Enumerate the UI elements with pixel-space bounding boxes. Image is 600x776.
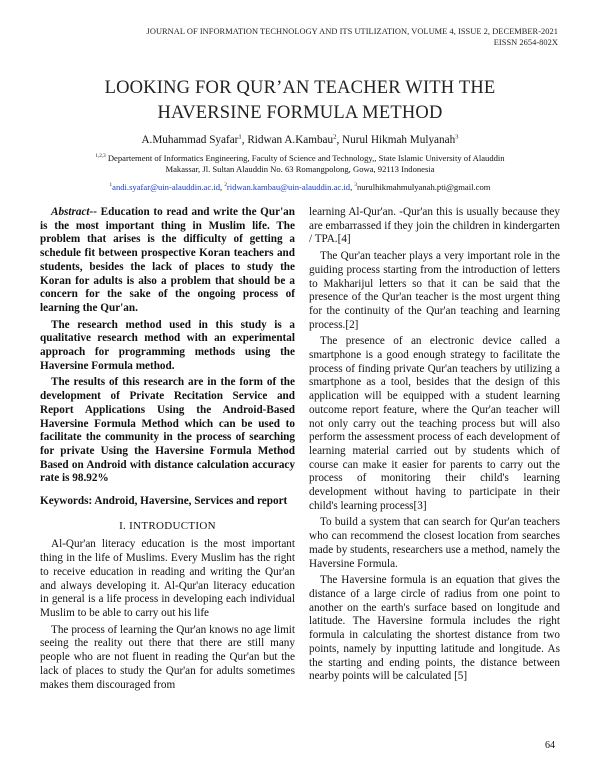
abstract-paragraph: The results of this research are in the form of the development of Private Recitation Service and Report Applications Using the Android-Based Haversine Formula Method which can be used to facilitate the community in the process of searching for private Using the Haversine Formula Method Based on Android with distance calculation accuracy rate is 98.92% [40,376,295,485]
author-sup: 2 [333,133,337,141]
body-paragraph: The process of learning the Qur'an knows no age limit seeing the reality out there that there are still many people who are not fluent in reading the Qur'an but the lack of places to study the Qur'an for adults sometimes makes them discouraged from [40,623,295,691]
body-paragraph: The presence of an electronic device called a smartphone is a good enough strategy to facilitate the process of finding private Qur'an teachers by utilizing a smartphone as a tool, besides that the design of this application will be equipped with a student learning outcome report feature, where the Qur'an teacher will not only carry out the teaching process but will also perform the assessment process of each development of learning material carried out by students which of course can make it easier for parents to carry out the process of monitoring their child's learning development without having to participate in their child's learning process[3] [309,335,560,512]
author-list: A.Muhammad Syafar$^1$, Ridwan A.Kambau$^2$, Nurul Hikmah Mulyanah$^3$ [141,133,459,146]
body-paragraph: learning Al-Qur'an. -Qur'an this is usually because they are embarrassed if they join the children in kindergarten / TPA.[4] [309,206,560,246]
author-name: Nurul Hikmah Mulyanah [342,134,456,146]
right-column [309,206,560,687]
email-text: nurulhikmahmulyanah.pti@gmail.com [356,182,491,192]
email-link[interactable]: andi.syafar@uin-alauddin.ac.id [112,182,221,192]
title-line-2: HAVERSINE FORMULA METHOD [157,103,443,123]
eissn: EISSN 2654-802X [493,37,558,47]
affiliation [50,153,550,175]
left-column [40,206,295,695]
title-line-1: LOOKING FOR QUR’AN TEACHER WITH THE [104,78,496,98]
email-sup: 1 [109,182,113,189]
body-paragraph: Al-Qur'an literacy education is the most important thing in the life of Muslims. Every Muslim has the right to receive education in reading and writing the Qur'an and always developing it. Al-Qur'an literacy education in general is a life process in developing each individual Muslim to be able to carry out his life [40,538,295,619]
author-sup: 3 [455,133,459,141]
page-number: 64 [545,740,555,751]
affiliation-sup: 1,2,3 [95,153,106,160]
body-paragraph: The Haversine formula is an equation that gives the distance of a large circle of radius from one point to another on the earth's surface based on longitude and latitude. The Haversine formula includes the right formula in calculating the shortest distance from two points, namely by inputting latitude and longitude. As the starting and ending points, the distance between nearby points will be calculated [5] [309,574,560,683]
abstract-paragraph: The research method used in this study is a qualitative research method with an experimental approach for programming methods using the Haversine Formula method. [40,318,295,372]
body-paragraph: The Qur'an teacher plays a very important role in the guiding process starting from the introduction of letters to Makharijul letters so that it can be said that the presence of the Qur'an teacher is the most urgent thing for the continuity of the Qur'an teaching and learning process.[2] [309,250,560,331]
affiliation-line-1: Departement of Informatics Engineering, Faculty of Science and Technology,, State Islamic University of Alauddin [105,153,505,163]
keywords: Keywords: Android, Haversine, Services and report [40,495,288,508]
email-link[interactable]: ridwan.kambau@uin-alauddin.ac.id [226,182,351,192]
author-name: A.Muhammad Syafar [141,134,239,146]
affiliation-line-2: Makassar, Jl. Sultan Alauddin No. 63 Romangpolong, Gowa, 92113 Indonesia [165,164,435,174]
abstract [40,206,295,486]
email-sup: 3 [354,182,357,189]
running-header [147,27,558,49]
paper-title [40,76,560,126]
section-heading [40,520,295,534]
abstract-paragraph: Abstract-- Education to read and write the Qur'an is the most important thing in Muslim life. The problem that arises is the difficulty of getting a schedule fit between prospective Koran teachers and students, besides the lack of places to study the Koran for adults is also a problem that should be a concern for the sake of the ongoing process of learning the Qur'an. [40,206,295,314]
body-paragraph: To build a system that can search for Qur'an teachers who can recommend the closest location from searches made by students, researchers use a method, namely the Haversine Formula. [309,516,560,570]
section-number: I. [119,519,127,532]
journal-line: JOURNAL OF INFORMATION TECHNOLOGY AND ITS UTILIZATION, VOLUME 4, ISSUE 2, DECEMBER-2021 [146,27,558,36]
author-sup: 1 [238,133,242,141]
author-name: Ridwan A.Kambau [247,134,334,146]
section-title-initial: I [129,519,134,532]
email-list: $^1$andi.syafar@uin-alauddin.ac.id, $^2$ridwan.kambau@uin-alauddin.ac.id, $^3$nurulhikmahmulyanah.pti@gmail.com [109,182,491,192]
section-title-rest: NTRODUCTION [133,519,216,532]
email-sup: 2 [224,182,227,189]
abstract-label: Abstract-- [51,206,97,218]
